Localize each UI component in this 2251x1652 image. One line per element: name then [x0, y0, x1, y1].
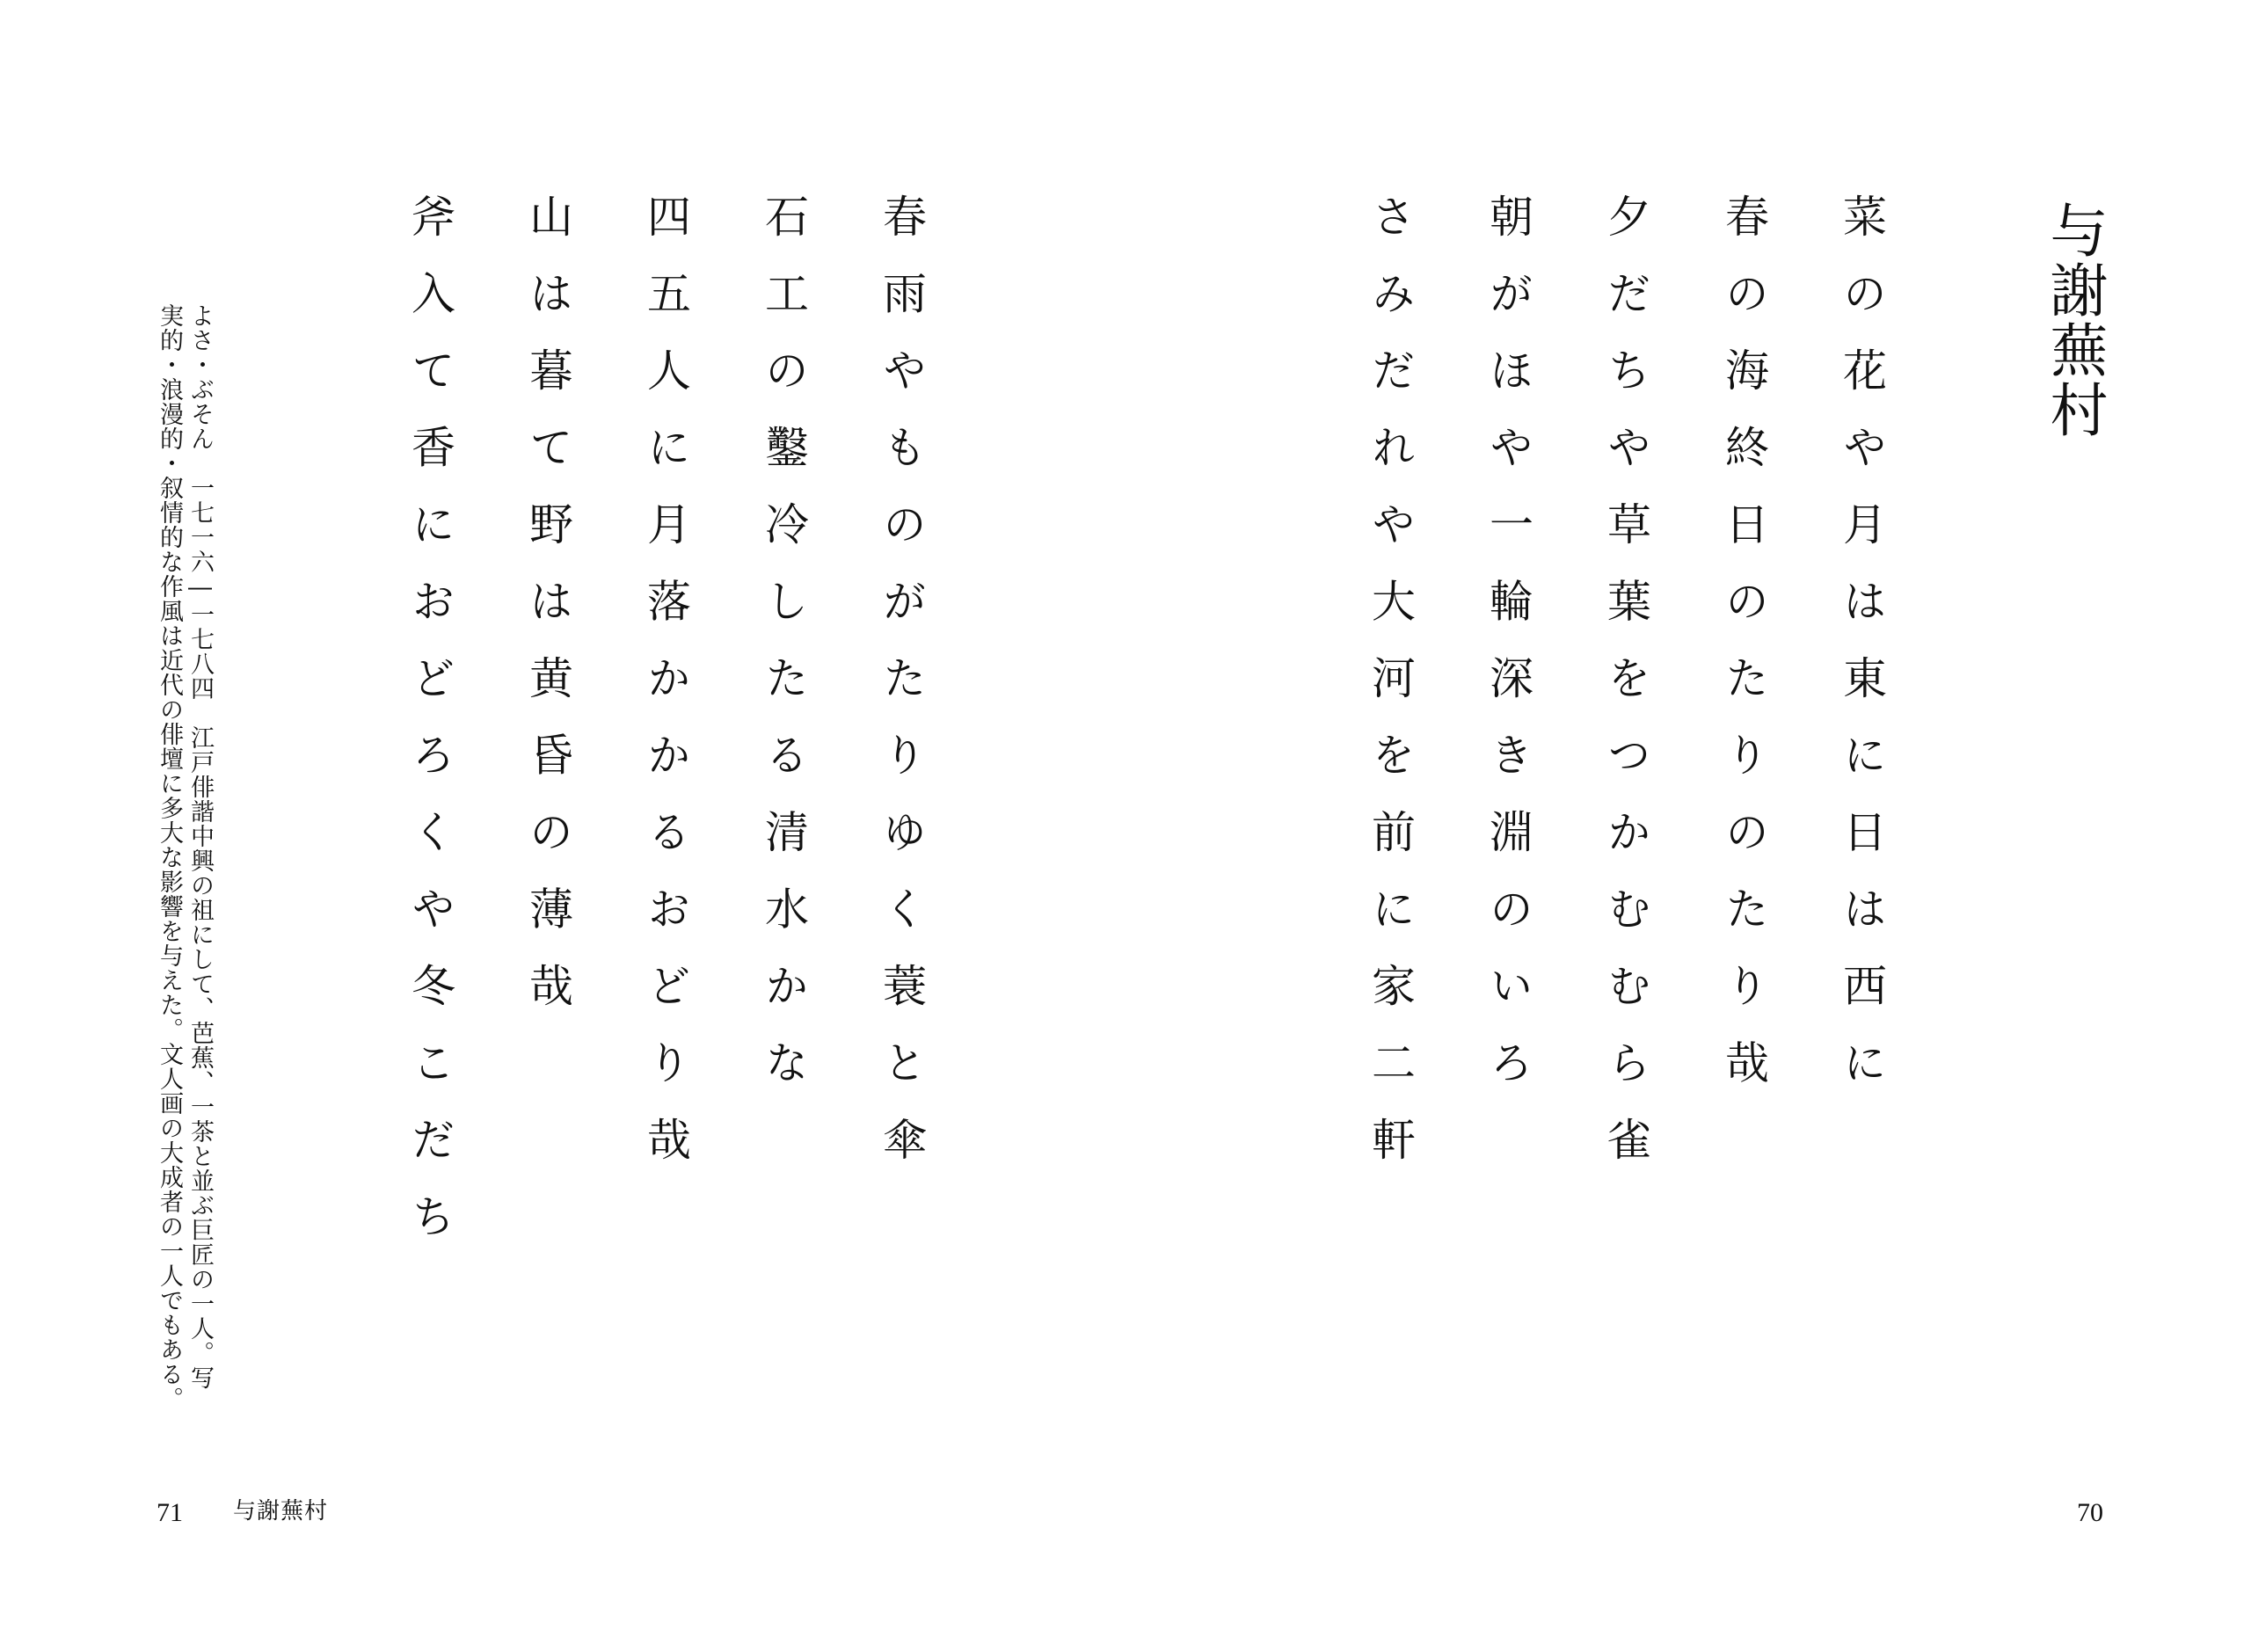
haiku-line: 菜の花や月は東に日は西に	[1836, 193, 1887, 1117]
author-title: 与謝蕪村	[2040, 200, 2108, 440]
haiku-line: 四五人に月落かかるおどり哉	[640, 193, 691, 1194]
page-number: 70	[2077, 1498, 2103, 1527]
author-note-line: 実的・浪漫的・叙情的な作風は近代の俳壇に多大な影響を与えた。文人画の大成者の一人でもある。	[156, 303, 183, 1411]
running-head: 与謝蕪村	[233, 1498, 329, 1525]
haiku-line: 山は暮て野は黄昏の薄哉	[522, 193, 573, 1040]
haiku-line: さみだれや大河を前に家二軒	[1365, 193, 1416, 1194]
haiku-line: 春雨やものがたりゆく蓑と傘	[876, 193, 927, 1194]
haiku-line: 春の海終日のたりのたり哉	[1718, 193, 1769, 1117]
haiku-line: 石工の鑿冷したる清水かな	[758, 193, 809, 1117]
haiku-line: 斧入て香におどろくや冬こだち	[404, 193, 455, 1270]
page-number: 71	[157, 1498, 183, 1527]
haiku-line: 朝がほや一輪深き淵のいろ	[1482, 193, 1533, 1117]
author-note-line: よさ・ぶそん 一七一六―一七八四 江戸俳諧中興の祖にして、芭蕉、一茶と並ぶ巨匠の一人。写	[186, 303, 214, 1390]
haiku-line: 夕だちや草葉をつかむむら雀	[1600, 193, 1651, 1194]
